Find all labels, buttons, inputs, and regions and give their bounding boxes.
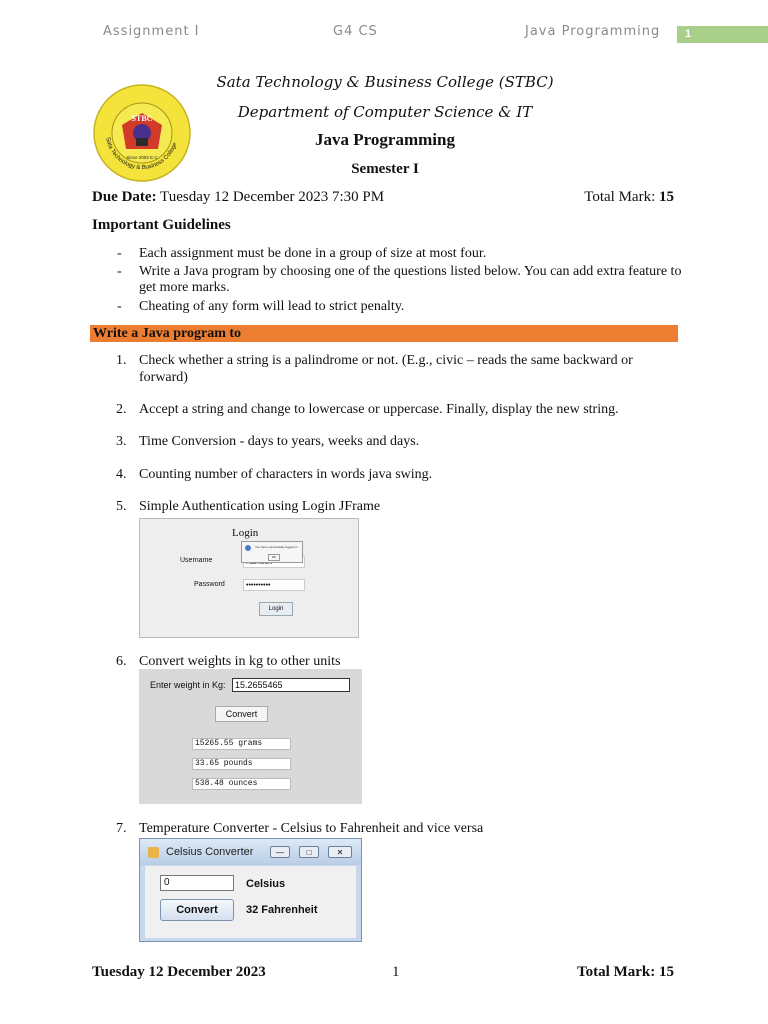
window-title: Celsius Converter — [166, 846, 254, 858]
celsius-label: Celsius — [246, 878, 286, 890]
fahrenheit-result: 32 Fahrenheit — [246, 904, 318, 916]
close-icon[interactable]: ✕ — [328, 846, 352, 858]
convert-button[interactable]: Convert — [160, 899, 234, 921]
total-label: Total Mark: — [584, 189, 659, 205]
celsius-converter-screenshot — [139, 838, 362, 942]
weight-converter-screenshot — [139, 669, 362, 804]
maximize-icon[interactable]: □ — [299, 846, 319, 858]
info-icon — [245, 545, 251, 551]
pounds-output: 33.65 pounds — [192, 758, 291, 770]
due-label: Due Date: — [92, 189, 157, 205]
window-body — [145, 866, 356, 938]
weight-input[interactable]: 15.2655465 — [232, 678, 350, 692]
college-logo — [92, 83, 192, 183]
success-dialog — [241, 541, 303, 563]
question-item: 1. Check whether a string is a palindrome or not. (E.g., civic – reads the same backward or forward) — [116, 353, 633, 385]
header-assignment: Assignment I — [103, 24, 200, 39]
guideline-item: - Write a Java program by choosing one of the questions listed below. You can add extra feature to get more marks. — [117, 264, 682, 295]
header-page-number: 1 — [677, 26, 768, 43]
ounces-output: 538.48 ounces — [192, 778, 291, 790]
dialog-ok-button[interactable]: OK — [268, 554, 280, 561]
grams-output: 15265.55 grams — [192, 738, 291, 750]
dialog-message: You have successfully logged in — [255, 545, 298, 549]
username-label: Username — [180, 557, 213, 564]
question-item: 3. Time Conversion - days to years, weeks and days. — [116, 434, 420, 449]
course-title: Java Programming — [315, 130, 455, 149]
login-screenshot — [139, 518, 359, 638]
guidelines-heading: Important Guidelines — [92, 217, 231, 233]
minimize-icon[interactable]: — — [270, 846, 290, 858]
logo-ring-text: Sata Technology & Business College — [104, 136, 179, 172]
question-item: 4. Counting number of characters in words java swing. — [116, 467, 433, 482]
question-item: 5. Simple Authentication using Login JFrame — [116, 499, 381, 514]
footer-date: Tuesday 12 December 2023 — [92, 964, 266, 980]
weight-input-label: Enter weight in Kg: — [150, 680, 226, 690]
header-group: G4 CS — [333, 24, 378, 39]
login-button[interactable]: Login — [259, 602, 293, 616]
guideline-item: - Cheating of any form will lead to strict penalty. — [117, 299, 405, 314]
total-mark — [584, 189, 674, 206]
due-value: Tuesday 12 December 2023 7:30 PM — [156, 189, 385, 205]
password-field[interactable]: •••••••••• — [243, 579, 305, 591]
convert-button[interactable]: Convert — [215, 706, 268, 722]
java-icon — [148, 847, 159, 858]
login-title: Login — [232, 527, 259, 539]
question-item: 2. Accept a string and change to lowercase or uppercase. Finally, display the new string. — [116, 402, 619, 417]
header-course: Java Programming — [525, 24, 661, 39]
total-value: 15 — [659, 189, 674, 205]
question-item: 6. Convert weights in kg to other units — [116, 654, 341, 669]
question-item: 7. Temperature Converter - Celsius to Fahrenheit and vice versa — [116, 821, 484, 836]
college-name: Sata Technology & Business College (STBC) — [216, 73, 554, 91]
password-label: Password — [194, 581, 225, 588]
section-bar-label: Write a Java program to — [93, 326, 242, 341]
department-name: Department of Computer Science & IT — [237, 103, 533, 121]
due-date — [92, 189, 384, 206]
footer-page-number: 1 — [392, 964, 400, 980]
footer-total-mark: Total Mark: 15 — [577, 964, 674, 980]
window-titlebar — [140, 839, 361, 865]
guideline-item: - Each assignment must be done in a group of size at most four. — [117, 246, 487, 261]
celsius-input[interactable]: 0 — [160, 875, 234, 891]
logo-since: Since 2002 E.C — [126, 155, 158, 160]
semester-title: Semester I — [351, 161, 419, 177]
section-bar — [90, 325, 678, 342]
logo-acronym: STBC — [131, 114, 153, 123]
